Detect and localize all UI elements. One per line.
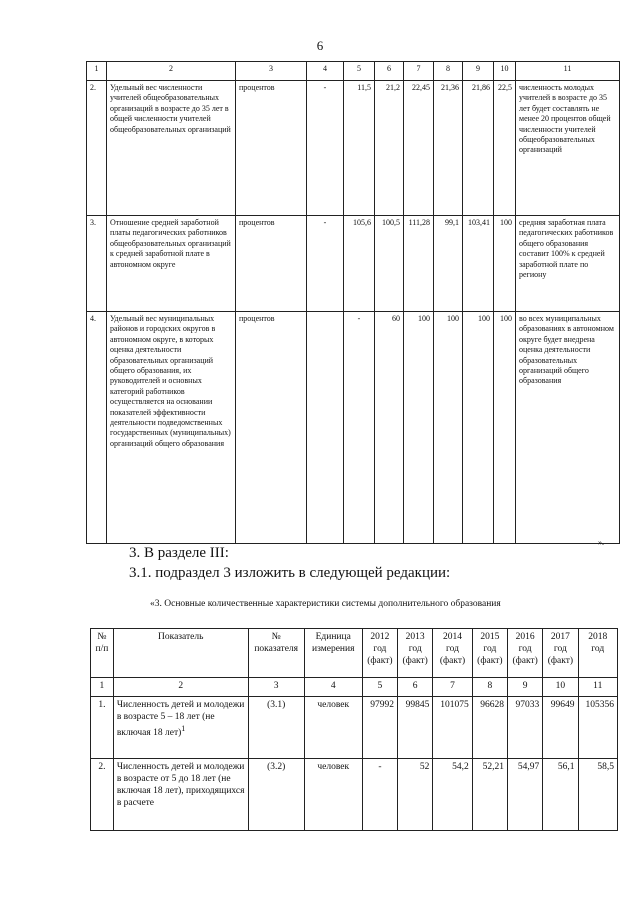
value-cell: 100 [494,312,516,544]
value-cell: 22,5 [494,81,516,216]
value-2014: 101075 [433,697,472,759]
value-cell: 22,45 [404,81,434,216]
value-2016: 54,97 [507,759,542,831]
value-2018: 58,5 [578,759,617,831]
table-caption: «3. Основные количественные характеристики системы дополнительного образования [150,599,501,609]
page-number: 6 [316,38,324,53]
value-cell: 100 [434,312,463,544]
column-numbers-row [87,62,620,81]
column-number: 10 [494,62,516,81]
column-header: Показатель [113,629,248,678]
value-2017: 56,1 [543,759,578,831]
additional-education-table [90,628,618,831]
expected-result: средняя заработная плата педагогических работников общего образования составит 100% к средней заработной плате по региону [516,216,620,312]
column-header: 2012 год (факт) [362,629,397,678]
value-cell: 100,5 [375,216,404,312]
column-header: № показателя [248,629,304,678]
value-2018: 105356 [578,697,617,759]
value-cell: 100 [494,216,516,312]
column-header: Единица измерения [304,629,362,678]
column-header: 2016 год (факт) [507,629,542,678]
column-number: 3 [236,62,307,81]
column-number: 6 [398,678,433,697]
column-number: 10 [543,678,578,697]
column-numbers-row [91,678,618,697]
value-2012: - [362,759,397,831]
value-cell: - [344,312,375,544]
value-cell: 60 [375,312,404,544]
column-number: 6 [375,62,404,81]
indicator-code: (3.2) [248,759,304,831]
indicator-name: Удельный вес численности учителей общеобразовательных организаций в возрасте до 35 лет в общей численности учителей общеобразовательных организаций [107,81,236,216]
column-number: 1 [87,62,107,81]
expected-result: численность молодых учителей в возрасте до 35 лет будет составлять не менее 20 процентов общей численности учителей общеобразовательных организаций [516,81,620,216]
value-cell: 103,41 [463,216,494,312]
column-number: 5 [344,62,375,81]
indicator-text: Численность детей и молодежи в возрасте 5 – 18 лет (не включая 18 лет) [116,700,245,739]
value-cell: 100 [404,312,434,544]
column-number: 9 [463,62,494,81]
column-number: 8 [434,62,463,81]
value-2015: 52,21 [472,759,507,831]
value-cell: 99,1 [434,216,463,312]
indicator-name: Отношение средней заработной платы педагогических работников общеобразовательных организаций к средней заработной плате в автономном округе [107,216,236,312]
value-cell: - [307,216,344,312]
unit: человек [304,759,362,831]
header-row [91,629,618,678]
indicator-name [113,697,248,759]
targets-table [86,61,620,544]
value-2016: 97033 [507,697,542,759]
column-header: 2015 год (факт) [472,629,507,678]
value-cell: 100 [463,312,494,544]
column-number: 8 [472,678,507,697]
closing-quote: ». [598,538,604,547]
unit: процентов [236,81,307,216]
row-number: 4. [87,312,107,544]
value-2013: 52 [398,759,433,831]
column-header: 2018 год [578,629,617,678]
value-2014: 54,2 [433,759,472,831]
value-cell: 21,2 [375,81,404,216]
column-number: 4 [307,62,344,81]
row-number: 3. [87,216,107,312]
column-number: 1 [91,678,114,697]
value-cell: 11,5 [344,81,375,216]
table-row [91,759,618,831]
column-number: 11 [516,62,620,81]
value-2012: 97992 [362,697,397,759]
value-cell: 111,28 [404,216,434,312]
indicator-name: Численность детей и молодежи в возрасте от 5 до 18 лет (не включая 18 лет), приходящихся в расчете [113,759,248,831]
column-header: 2013 год (факт) [398,629,433,678]
indicator-name: Удельный вес муниципальных районов и городских округов в автономном округе, в которых оценка деятельности образовательных организаций общего образования, их руководителей и основных категорий работников осуществляется на основании показателей эффективности деятельности подведомственных государственных (муниципальных) организаций общего образования [107,312,236,544]
table-row [87,312,620,544]
value-2017: 99649 [543,697,578,759]
row-number: 1. [91,697,114,759]
table-row [87,216,620,312]
unit: процентов [236,216,307,312]
column-number: 9 [507,678,542,697]
table-row [87,81,620,216]
indicator-code: (3.1) [248,697,304,759]
footnote-mark: 1 [181,724,186,733]
row-number: 2. [91,759,114,831]
value-cell: 105,6 [344,216,375,312]
expected-result: во всех муниципальных образованиях в автономном округе будет внедрена оценка деятельности образовательных организаций общего образования [516,312,620,544]
value-cell: 21,86 [463,81,494,216]
column-header: 2017 год (факт) [543,629,578,678]
value-cell: - [307,81,344,216]
column-number: 2 [113,678,248,697]
column-number: 4 [304,678,362,697]
column-header: 2014 год (факт) [433,629,472,678]
unit: процентов [236,312,307,544]
column-number: 7 [404,62,434,81]
column-number: 7 [433,678,472,697]
table-row [91,697,618,759]
value-2015: 96628 [472,697,507,759]
column-number: 3 [248,678,304,697]
value-cell [307,312,344,544]
section-heading: 3. В разделе III: [129,545,229,561]
subsection-heading: 3.1. подраздел 3 изложить в следующей редакции: [129,565,451,581]
column-number: 2 [107,62,236,81]
unit: человек [304,697,362,759]
column-number: 11 [578,678,617,697]
value-2013: 99845 [398,697,433,759]
column-number: 5 [362,678,397,697]
column-header: № п/п [91,629,114,678]
value-cell: 21,36 [434,81,463,216]
row-number: 2. [87,81,107,216]
